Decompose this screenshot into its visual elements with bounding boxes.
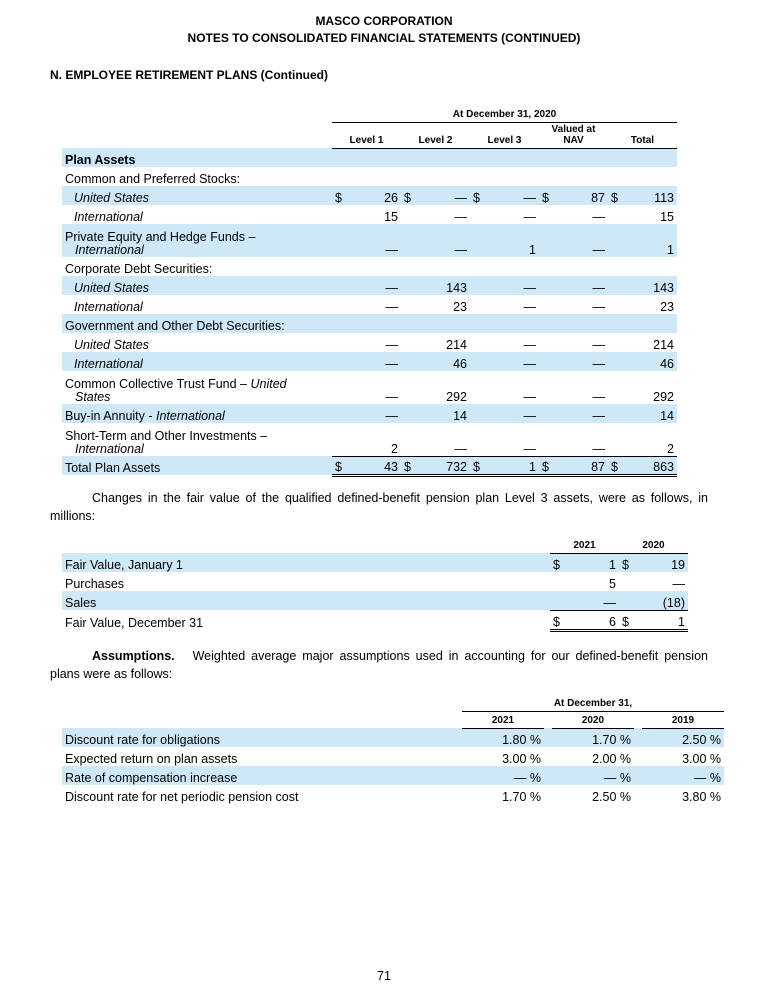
table-row: Common and Preferred Stocks: (65, 172, 241, 186)
col-2019: 2019 (642, 711, 724, 728)
col-2020: 2020 (619, 536, 688, 553)
table-row: Rate of compensation increase — % — % — % (62, 766, 724, 785)
table-row: United States — 143 — — 143 (62, 276, 677, 295)
period-header: At December 31, (462, 694, 724, 711)
document-subtitle: NOTES TO CONSOLIDATED FINANCIAL STATEMENTS (CONTINUED) (187, 31, 581, 45)
table-row: Corporate Debt Securities: (65, 262, 213, 276)
plan-assets-label: Plan Assets (62, 148, 332, 167)
total-row: Total Plan Assets $ 43 $ 732 $ 1 $ 87 $ 863 (62, 456, 677, 475)
page-number: 71 (377, 969, 391, 983)
table-row: Fair Value, January 1 $ 1 $ 19 (62, 553, 688, 572)
table-row: Short-Term and Other Investments – International 2 — — — 2 (65, 429, 674, 456)
table-row: Discount rate for obligations 1.80 % 1.70 % 2.50 % (62, 728, 724, 747)
table-row: Discount rate for net periodic pension cost 1.70 % 2.50 % 3.80 % (65, 790, 721, 804)
table-row: United States — 214 — — 214 (74, 338, 674, 352)
table-row: Common Collective Trust Fund – United States — 292 — — 292 (65, 377, 674, 404)
plan-assets-table (62, 104, 677, 477)
table-row: International — 46 — — 46 (62, 352, 677, 371)
table-row: Private Equity and Hedge Funds – International — — 1 — 1 (62, 224, 677, 257)
col-level3: Level 3 (470, 122, 539, 148)
col-total: Total (608, 122, 677, 148)
table-row: Buy-in Annuity - International — 14 — — 14 (62, 404, 677, 423)
table-row: Government and Other Debt Securities: (62, 314, 677, 333)
level3-table (62, 536, 688, 632)
assumptions-table (62, 694, 724, 804)
col-2021: 2021 (462, 711, 544, 728)
col-2021: 2021 (550, 536, 619, 553)
table-row: Expected return on plan assets 3.00 % 2.00 % 3.00 % (65, 752, 721, 766)
assumptions-paragraph: Assumptions. Weighted average major assumptions used in accounting for our defined-benefit pension plans were as follows: (50, 649, 708, 681)
table-row: Sales — (18) (62, 591, 688, 610)
table-row: Purchases 5 — (65, 577, 685, 591)
col-2020: 2020 (552, 711, 634, 728)
period-header: At December 31, 2020 (332, 104, 677, 122)
total-row: Fair Value, December 31 $ 6 $ 1 (62, 610, 688, 630)
level3-intro-paragraph: Changes in the fair value of the qualified defined-benefit pension plan Level 3 assets, were as follows, in millions: (50, 491, 708, 523)
col-level2: Level 2 (401, 122, 470, 148)
table-row: International 15 — — — 15 (74, 210, 674, 224)
section-title: N. EMPLOYEE RETIREMENT PLANS (Continued) (50, 68, 328, 82)
table-row: United States $ 26 $ — $ — $ 87 $ 113 (62, 186, 677, 205)
col-nav: Valued at NAV (539, 122, 608, 148)
company-name: MASCO CORPORATION (315, 14, 453, 28)
table-row: International — 23 — — 23 (74, 300, 674, 314)
col-level1: Level 1 (332, 122, 401, 148)
